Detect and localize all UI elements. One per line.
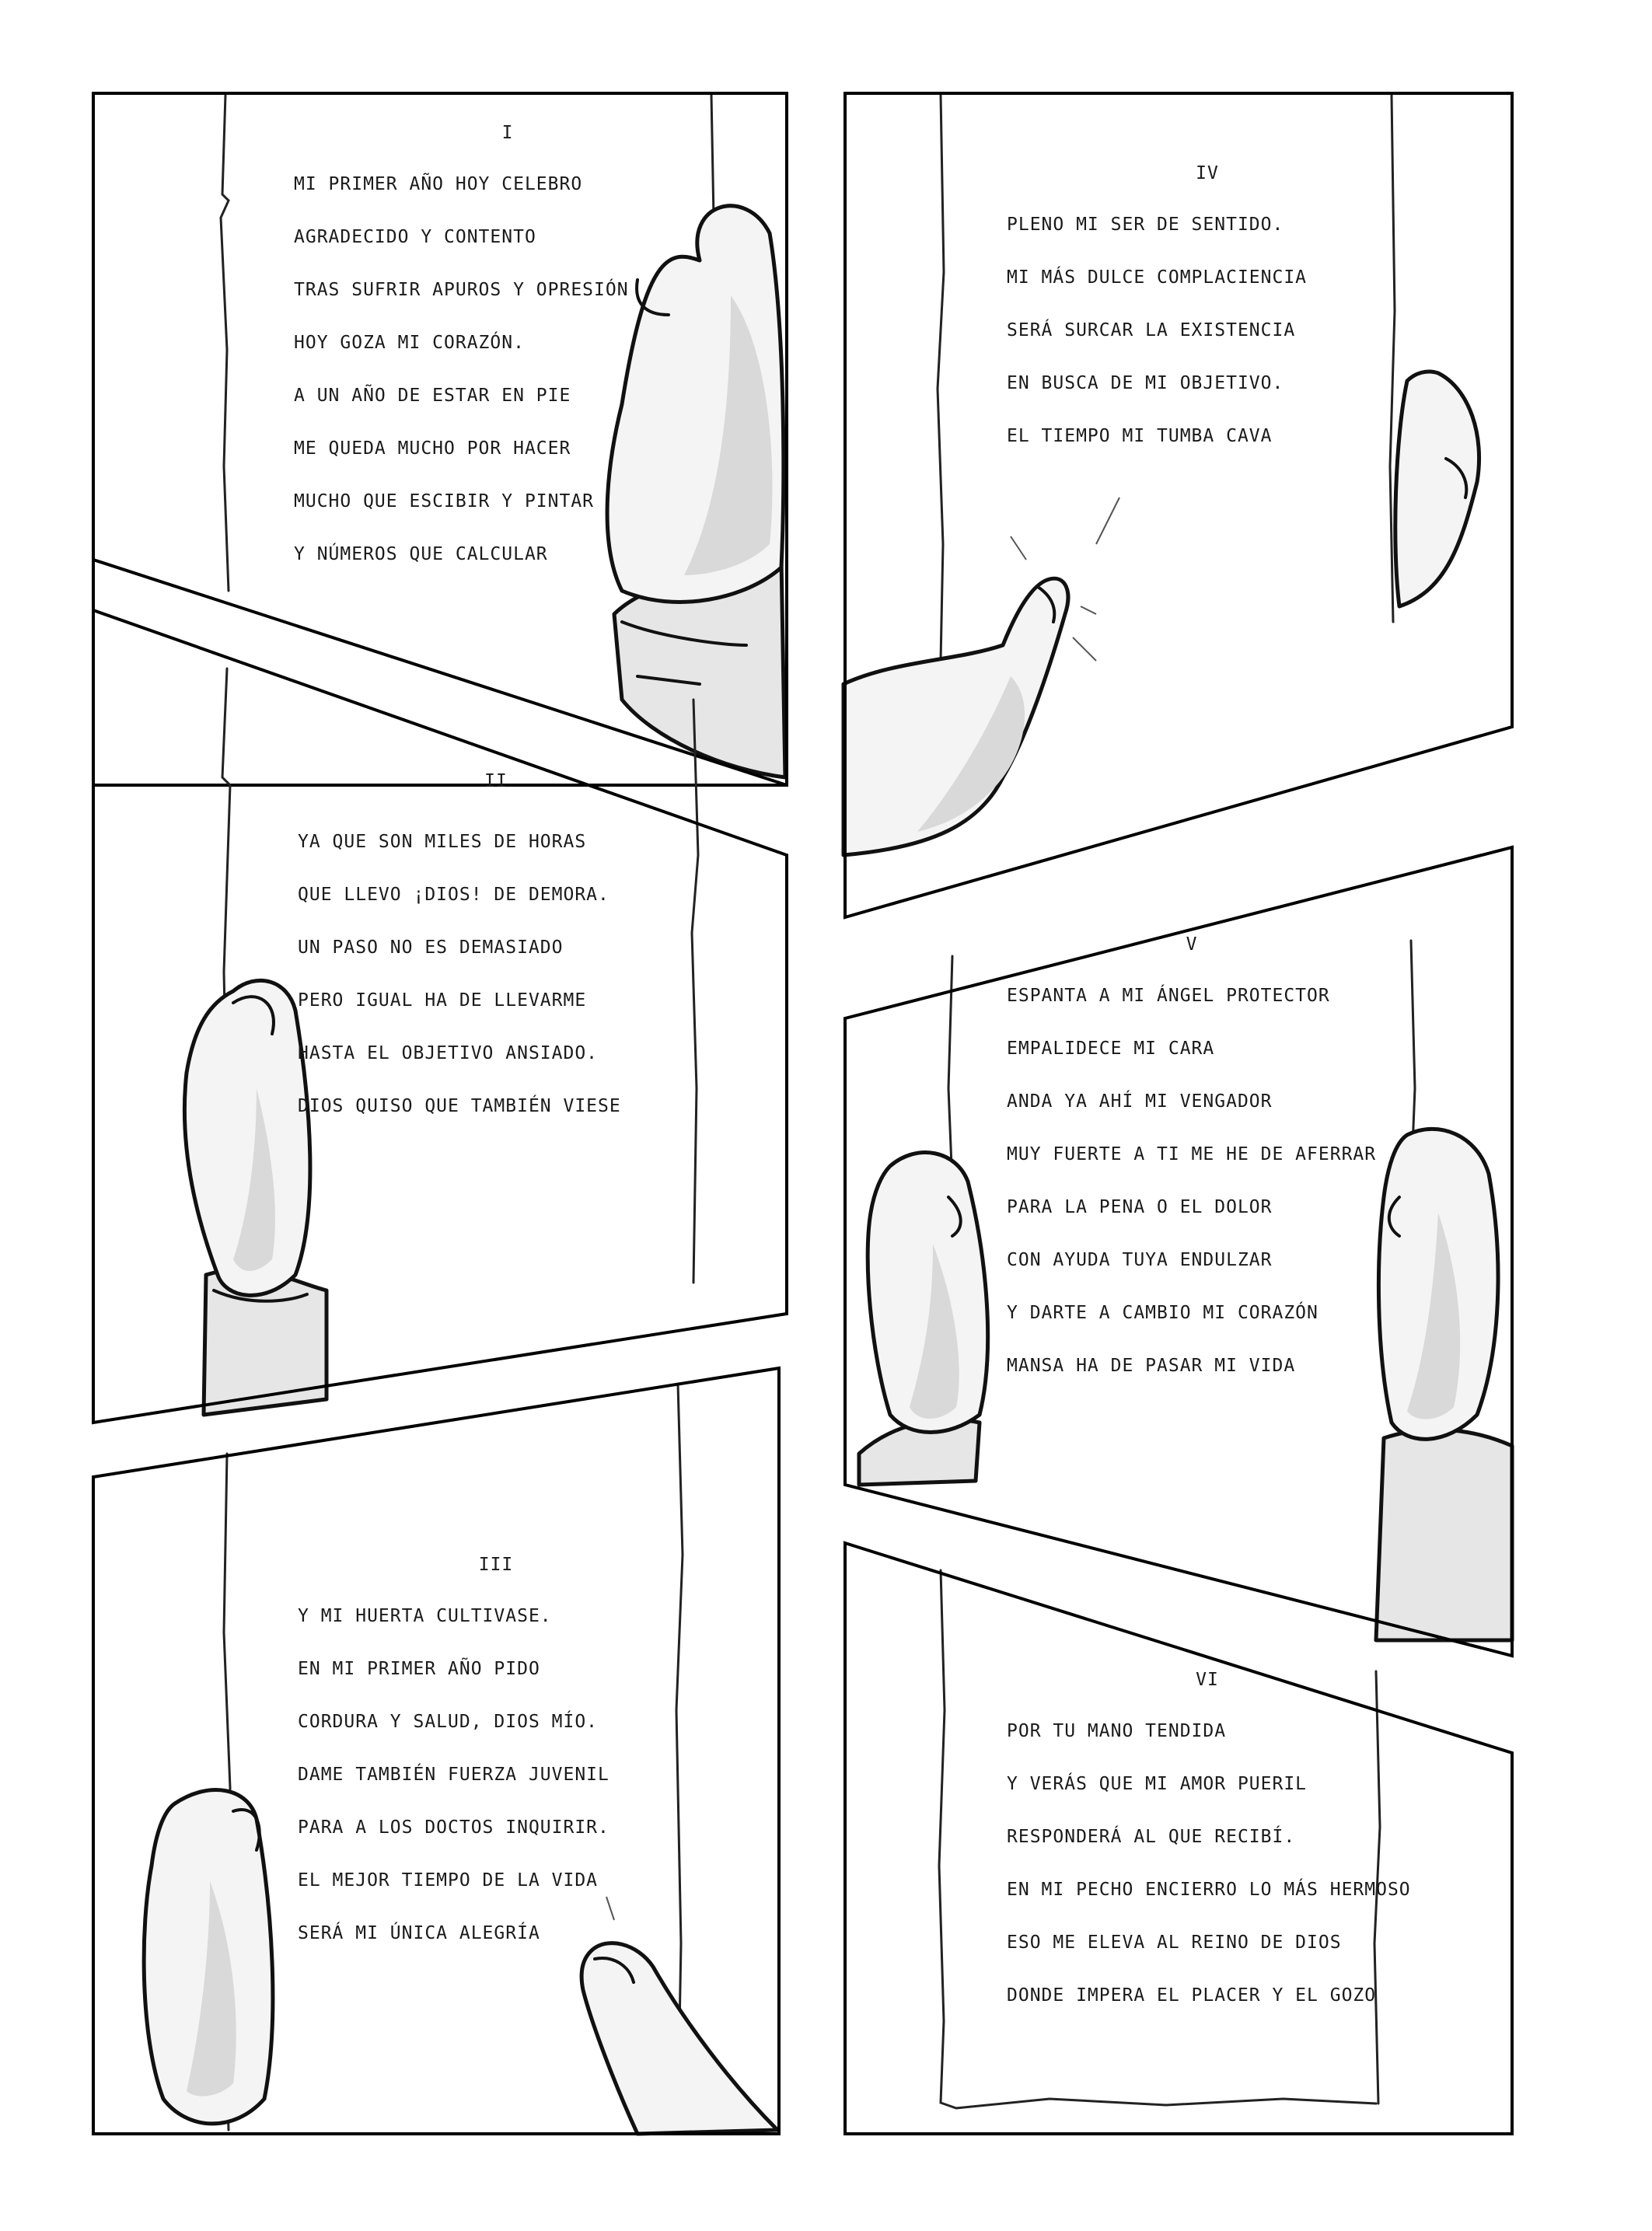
- verse-line: PLENO MI SER DE SENTIDO.: [1007, 215, 1284, 235]
- verse-line: Y MI HUERTA CULTIVASE.: [298, 1606, 552, 1626]
- verse-line: DONDE IMPERA EL PLACER Y EL GOZO: [1007, 1985, 1377, 2006]
- verse-line: CORDURA Y SALUD, DIOS MÍO.: [298, 1712, 599, 1732]
- left-hand-holding-scroll-5: [859, 1153, 988, 1485]
- verse-line: DIOS QUISO QUE TAMBIÉN VIESE: [298, 1096, 621, 1116]
- verse-line: A UN AÑO DE ESTAR EN PIE: [294, 386, 571, 406]
- verse-line: UN PASO NO ES DEMASIADO: [298, 937, 564, 958]
- verse-line: PARA LA PENA O EL DOLOR: [1007, 1197, 1273, 1217]
- verse-line: EL TIEMPO MI TUMBA CAVA: [1007, 426, 1273, 446]
- hand-holding-scroll-1: [607, 206, 785, 777]
- verse-line: ESO ME ELEVA AL REINO DE DIOS: [1007, 1932, 1342, 1953]
- panel-3: [93, 1368, 779, 2134]
- stanza-numeral: III: [478, 1555, 514, 1575]
- verse-line: ME QUEDA MUCHO POR HACER: [294, 438, 571, 459]
- verse-line: HOY GOZA MI CORAZÓN.: [294, 333, 525, 353]
- verse-line: CON AYUDA TUYA ENDULZAR: [1007, 1250, 1273, 1270]
- verse-line: DAME TAMBIÉN FUERZA JUVENIL: [298, 1765, 609, 1785]
- verse-line: ANDA YA AHÍ MI VENGADOR: [1007, 1091, 1273, 1112]
- stanza-numeral: VI: [1196, 1670, 1219, 1690]
- verse-line: MUY FUERTE A TI ME HE DE AFERRAR: [1007, 1144, 1377, 1164]
- verse-line: SERÁ MI ÚNICA ALEGRÍA: [298, 1923, 540, 1943]
- hand-holding-scroll-3: [144, 1790, 273, 2124]
- verse-line: QUE LLEVO ¡DIOS! DE DEMORA.: [298, 885, 609, 905]
- verse-line: POR TU MANO TENDIDA: [1007, 1721, 1227, 1741]
- verse-line: EL MEJOR TIEMPO DE LA VIDA: [298, 1870, 599, 1891]
- stanza-numeral: V: [1186, 934, 1198, 955]
- verse-line: SERÁ SURCAR LA EXISTENCIA: [1007, 320, 1296, 340]
- verse-line: Y VERÁS QUE MI AMOR PUERIL: [1007, 1774, 1308, 1794]
- verse-line: Y DARTE A CAMBIO MI CORAZÓN: [1007, 1303, 1318, 1323]
- pointing-finger-3: [582, 1897, 777, 2134]
- hand-holding-scroll-4: [1395, 372, 1479, 606]
- verse-line: MI PRIMER AÑO HOY CELEBRO: [294, 174, 583, 194]
- verse-line: MI MÁS DULCE COMPLACIENCIA: [1007, 267, 1308, 288]
- verse-line: YA QUE SON MILES DE HORAS: [298, 832, 587, 852]
- stanza-numeral: IV: [1196, 163, 1219, 183]
- verse-line: EMPALIDECE MI CARA: [1007, 1039, 1215, 1059]
- verse-line: TRAS SUFRIR APUROS Y OPRESIÓN: [294, 280, 629, 300]
- verse-line: HASTA EL OBJETIVO ANSIADO.: [298, 1043, 599, 1063]
- verse-line: MANSA HA DE PASAR MI VIDA: [1007, 1356, 1296, 1376]
- stanza-numeral: I: [501, 123, 514, 143]
- pointing-finger-4: [843, 498, 1119, 855]
- verse-line: EN MI PRIMER AÑO PIDO: [298, 1659, 540, 1679]
- verse-line: PERO IGUAL HA DE LLEVARME: [298, 990, 587, 1011]
- verse-line: ESPANTA A MI ÁNGEL PROTECTOR: [1007, 986, 1330, 1006]
- stanza-numeral: II: [484, 771, 508, 791]
- verse-line: MUCHO QUE ESCIBIR Y PINTAR: [294, 491, 595, 511]
- verse-line: Y NÚMEROS QUE CALCULAR: [294, 544, 548, 564]
- verse-line: EN MI PECHO ENCIERRO LO MÁS HERMOSO: [1007, 1880, 1411, 1900]
- verse-line: EN BUSCA DE MI OBJETIVO.: [1007, 373, 1284, 393]
- verse-line: PARA A LOS DOCTOS INQUIRIR.: [298, 1817, 609, 1838]
- verse-line: RESPONDERÁ AL QUE RECIBÍ.: [1007, 1827, 1296, 1847]
- verse-line: AGRADECIDO Y CONTENTO: [294, 227, 536, 247]
- right-hand-holding-scroll-5: [1376, 1129, 1512, 1640]
